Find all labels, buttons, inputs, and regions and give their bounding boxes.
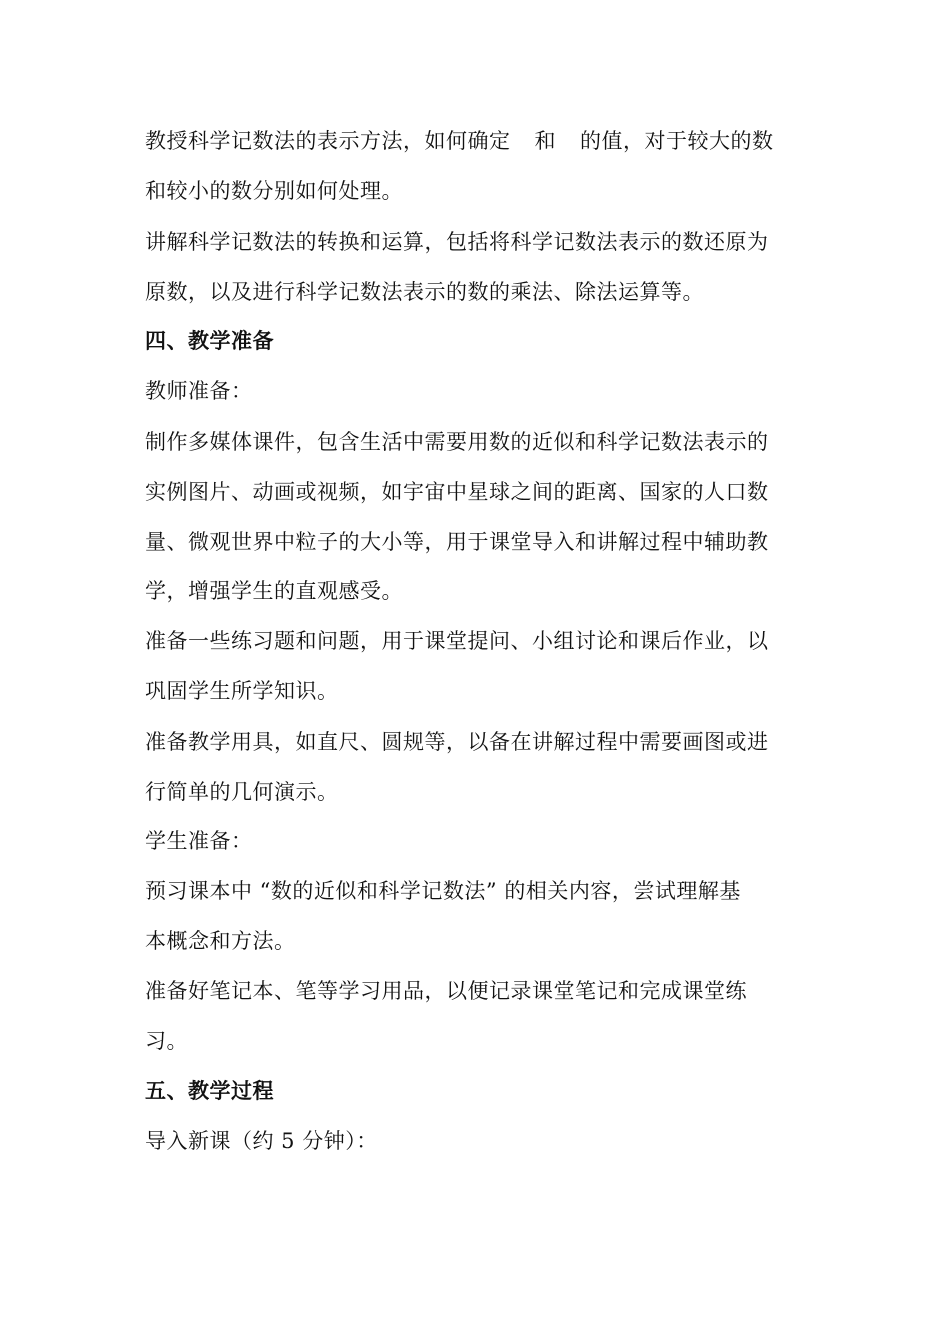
- paragraph-line: 准备好笔记本、笔等学习用品，以便记录课堂笔记和完成课堂练: [145, 979, 747, 1003]
- paragraph-line: 行简单的几何演示。: [145, 780, 339, 804]
- paragraph-line: 和较小的数分别如何处理。: [145, 179, 403, 203]
- text-segment: 教授科学记数法的表示方法，如何确定: [145, 129, 511, 153]
- paragraph-line: 本概念和方法。: [145, 929, 296, 953]
- paragraph-line: 巩固学生所学知识。: [145, 679, 339, 703]
- text-segment: 和: [534, 129, 556, 153]
- paragraph-line: 制作多媒体课件，包含生活中需要用数的近似和科学记数法表示的: [145, 430, 769, 454]
- section-heading: 四、教学准备: [145, 329, 274, 353]
- paragraph-line: 准备教学用具，如直尺、圆规等，以备在讲解过程中需要画图或进: [145, 730, 769, 754]
- subheading-label: 教师准备：: [145, 379, 253, 403]
- subheading-label: 导入新课（约 5 分钟）：: [145, 1129, 378, 1153]
- paragraph-line: 实例图片、动画或视频，如宇宙中星球之间的距离、国家的人口数: [145, 480, 769, 504]
- paragraph-line: 学，增强学生的直观感受。: [145, 579, 403, 603]
- paragraph-line: 习。: [145, 1029, 188, 1053]
- text-segment: 的值，对于较大的数: [580, 129, 774, 153]
- section-heading: 五、教学过程: [145, 1079, 274, 1103]
- paragraph-line: 预习课本中 “数的近似和科学记数法” 的相关内容，尝试理解基: [145, 879, 741, 903]
- paragraph-line: 准备一些练习题和问题，用于课堂提问、小组讨论和课后作业，以: [145, 629, 769, 653]
- subheading-label: 学生准备：: [145, 829, 253, 853]
- paragraph-line: 量、微观世界中粒子的大小等，用于课堂导入和讲解过程中辅助教: [145, 530, 769, 554]
- paragraph-line: 讲解科学记数法的转换和运算，包括将科学记数法表示的数还原为: [145, 230, 769, 254]
- paragraph-line: 原数，以及进行科学记数法表示的数的乘法、除法运算等。: [145, 280, 704, 304]
- paragraph-line: [145, 126, 774, 156]
